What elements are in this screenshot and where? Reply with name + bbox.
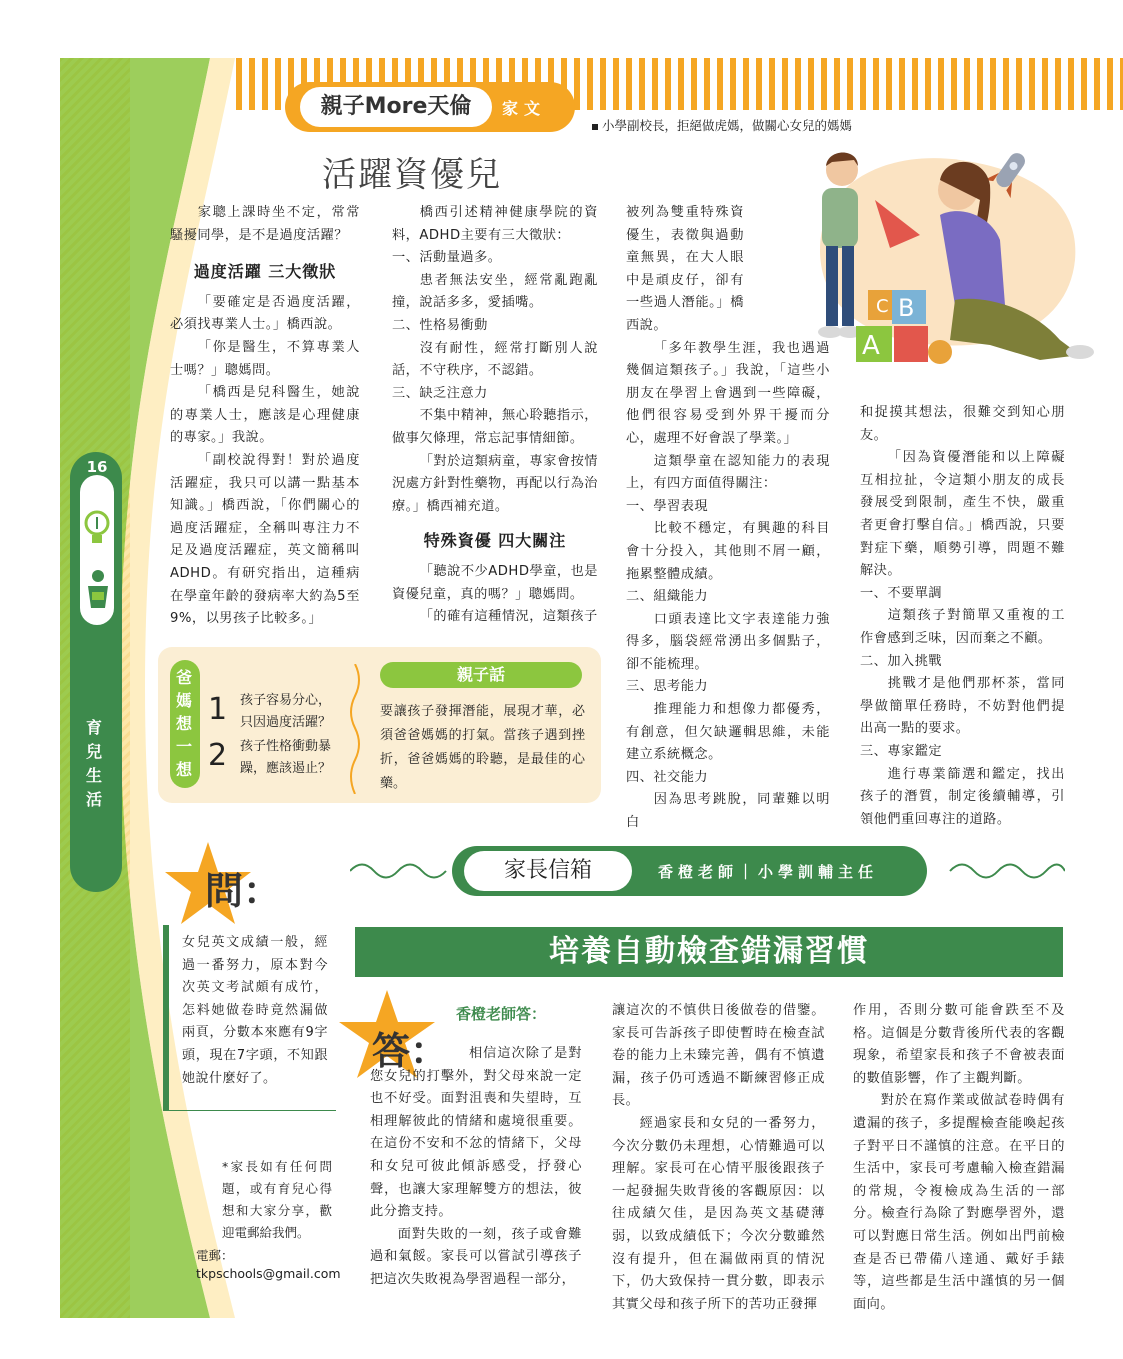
article-paragraph: 「的確有這種情況，這類孩子 (419, 609, 598, 625)
answer-label: 答： (372, 1029, 449, 1073)
talk-title: 親子話 (380, 662, 582, 688)
column-title: 親子More天倫 (300, 87, 492, 127)
block-b: B (898, 294, 915, 322)
article-column-3 (626, 202, 830, 835)
article-paragraph: 橋西引述精神健康學院的資料，ADHD主要有三大徵狀： (392, 205, 598, 243)
article-list-item: 二、組織能力 (626, 589, 709, 605)
tip-q2: 孩子性格衝動暴躁，應該遏止？ (240, 739, 332, 776)
answer-column-2 (612, 1000, 825, 1316)
email-address: tkpschools@gmail.com (196, 1266, 341, 1281)
tip-q1: 孩子容易分心，只因過度活躍？ (240, 693, 332, 730)
article-paragraph: 「因為資優潛能和以上障礙互相拉扯，令這類小朋友的成長發展受到限制，產生不快，嚴重者更會打擊自信。」橋西說，只要對症下藥，順勢引導，問題不難解決。 (860, 450, 1065, 579)
letter-headline: 培養自動檢查錯漏習慣 (355, 927, 1063, 977)
letter-author: 香橙老師｜小學訓輔主任 (658, 863, 879, 881)
article-paragraph: 因為思考跳脫，同輩難以明白 (626, 792, 830, 831)
article-list-item: 一、活動量過多。 (392, 250, 502, 266)
article-paragraph: 患者無法安坐，經常亂跑亂撞，說話多多，愛插嘴。 (392, 272, 598, 311)
reading-person-icon (85, 568, 111, 612)
article-subheading: 特殊資優 四大關注 (423, 531, 567, 551)
article-column-4 (860, 402, 1065, 831)
tip-q1-number: 1 (208, 692, 228, 727)
letter-section-title: 家長信箱 (464, 851, 632, 891)
article-paragraph: 「對於這類病童，專家會按情況處方針對性藥物，再配以行為治療。」橋西補充道。 (392, 453, 598, 514)
section-label: 育兒生活 (86, 718, 103, 809)
answer-paragraph: 作用，否則分數可能會跌至不及格。這個是分數背後所代表的客觀現象，希望家長和孩子不會被表面的數值影響，作了主觀判斷。 (853, 1003, 1065, 1086)
article-paragraph: 被列為雙重特殊資優生，表徵與過動童無異，在大人眼中是頑皮仔，卻有一些過人潛能。」橋西說。 (626, 205, 744, 333)
page-number: 16 (86, 458, 108, 476)
answer-column-1 (370, 1043, 582, 1292)
article-paragraph: 這類孩子對簡單又重複的工作會感到乏味，因而棄之不顧。 (860, 608, 1065, 646)
answer-paragraph: 面對失敗的一刻，孩子或會難過和氣餒。家長可以嘗試引導孩子把這次失敗視為學習過程一部分， (370, 1226, 582, 1287)
article-paragraph: 「多年教學生涯，我也遇過幾個這類孩子。」我說，「這些小朋友在學習上會遇到一些障礙，他們很容易受到外界干擾而分心，處理不好會誤了學業。」 (626, 340, 830, 446)
article-list-item: 三、思考能力 (626, 679, 709, 695)
question-text: 女兒英文成績一般，經過一番努力，原本對今次英文考試頗有成竹，怎料她做卷時竟然漏做兩頁，分數本來應有9字頭，現在7字頭，不知跟她說什麼好了。 (182, 935, 328, 1086)
email-label: 電郵： (196, 1248, 234, 1263)
article-paragraph: 「橋西是兒科醫生，她說的專業人士，應該是心理健康的專家。」我說。 (170, 385, 360, 446)
article-paragraph: 「你是醫生，不算專業人士嗎？」聰媽問。 (170, 339, 360, 378)
article-paragraph: 不集中精神，無心聆聽指示，做事欠條理，常忘記事情細節。 (392, 408, 598, 446)
article-paragraph: 挑戰才是他們那杯茶，當同學做簡單任務時，不妨對他們提出高一點的要求。 (860, 676, 1065, 737)
article-list-item: 三、缺乏注意力 (392, 385, 488, 401)
byline (592, 116, 852, 134)
article-paragraph: 口頭表達比文字表達能力強得多，腦袋經常湧出多個點子，卻不能梳理。 (626, 611, 830, 672)
article-title: 活躍資優兒 (322, 155, 502, 195)
block-a: A (862, 331, 880, 361)
answer-heading: 香橙老師答： (456, 1005, 547, 1023)
article-paragraph: 比較不穩定，有興趣的科目會十分投入，其他則不屑一顧，拖累整體成績。 (626, 521, 830, 582)
article-list-item: 二、性格易衝動 (392, 317, 488, 333)
column-tag: 家文 (502, 99, 547, 118)
answer-paragraph: 對於在寫作業或做試卷時偶有遺漏的孩子，多提醒檢查能喚起孩子對平日不謹慎的注意。在平日的生活中，家長可考慮輸入檢查錯漏的常規，令複檢成為生活的一部分。檢查行為除了對應學習外，還可以對應日常生活。例如出門前檢查是否已帶備八達通、戴好手錶等，這些都是生活中謹慎的另一個面向。 (853, 1093, 1065, 1312)
answer-paragraph: 相信這次除了是對您女兒的打擊外，對父母來說一定也不好受。面對沮喪和失望時，互相理解彼此的情緒和處境很重要。在這份不安和不忿的情緒下，父母和女兒可彼此傾訴感受，抒發心聲，也讓大家理解雙方的想法，彼此分擔支持。 (370, 1046, 582, 1220)
talk-body: 要讓孩子發揮潛能，展現才華，必須爸爸媽媽的打氣。當孩子遇到挫折，爸爸媽媽的聆聽，是最佳的心藥。 (380, 704, 585, 791)
answer-paragraph: 讓這次的不慎供日後做卷的借鑒。家長可告訴孩子即使暫時在檢查試卷的能力上未臻完善，偶有不慎遺漏，孩子仍可透過不斷練習修正成長。 (612, 1003, 825, 1109)
article-paragraph: 推理能力和想像力都優秀，有創意，但欠缺邏輯思維，未能建立系統概念。 (626, 702, 830, 763)
answer-column-3 (853, 1000, 1065, 1316)
tip-q2-number: 2 (208, 738, 228, 773)
article-paragraph: 和捉摸其想法，很難交到知心朋友。 (860, 405, 1065, 443)
article-list-item: 二、加入挑戰 (860, 653, 943, 669)
article-column-1 (170, 202, 360, 631)
article-paragraph: 家聰上課時坐不定，常常騷擾同學，是不是過度活躍？ (170, 205, 360, 243)
byline-text: 小學副校長，拒絕做虎媽，做關心女兒的媽媽 (602, 118, 853, 133)
invite-text: *家長如有任何問題，或有育兒心得想和大家分享，歡迎電郵給我們。 (222, 1159, 332, 1240)
answer-paragraph: 經過家長和女兒的一番努力，今次分數仍未理想，心情難過可以理解。家長可在心情平服後跟孩子一起發掘失敗背後的客觀原因：以往成績欠佳，是因為英文基礎薄弱，以致成績低下；今次分數雖然沒有提升，但在漏做兩頁的情況下，仍大致保持一貫分數，即表示其實父母和孩子所下的苦功正發揮 (612, 1115, 825, 1312)
block-c: C (876, 296, 889, 317)
article-paragraph: 進行專業篩選和鑑定，找出孩子的潛質，制定後續輔導，引領他們重回專注的道路。 (860, 766, 1065, 827)
article-paragraph: 「副校說得對！對於過度活躍症，我只可以講一點基本知識。」橋西說，「你們關心的過度活躍症，全稱叫專注力不足及過度活躍症，英文簡稱叫ADHD。有研究指出，這種病在學童年齡的發病率大約為5至9%，以男孩子比較多。」 (170, 452, 360, 627)
article-paragraph: 「要確定是否過度活躍，必須找專業人士。」橋西說。 (170, 294, 360, 333)
article-list-item: 四、社交能力 (626, 769, 709, 785)
question-label: 問： (205, 869, 282, 913)
article-column-2 (392, 202, 598, 629)
wavy-divider (345, 664, 365, 794)
article-list-item: 一、不要單調 (860, 585, 943, 601)
article-paragraph: 「聽說不少ADHD學童，也是資優兒童，真的嗎？」聰媽問。 (392, 563, 598, 602)
article-list-item: 一、學習表現 (626, 498, 709, 514)
article-subheading: 過度活躍 三大徵狀 (193, 262, 337, 282)
tip-label: 爸媽想一想 (176, 668, 193, 779)
lightbulb-icon (83, 505, 111, 555)
byline-bullet (592, 124, 598, 130)
article-paragraph: 沒有耐性，經常打斷別人說話，不守秩序，不認錯。 (392, 340, 598, 379)
article-paragraph: 這類學童在認知能力的表現上，有四方面值得關注： (626, 453, 830, 492)
article-list-item: 三、專家鑑定 (860, 743, 943, 759)
